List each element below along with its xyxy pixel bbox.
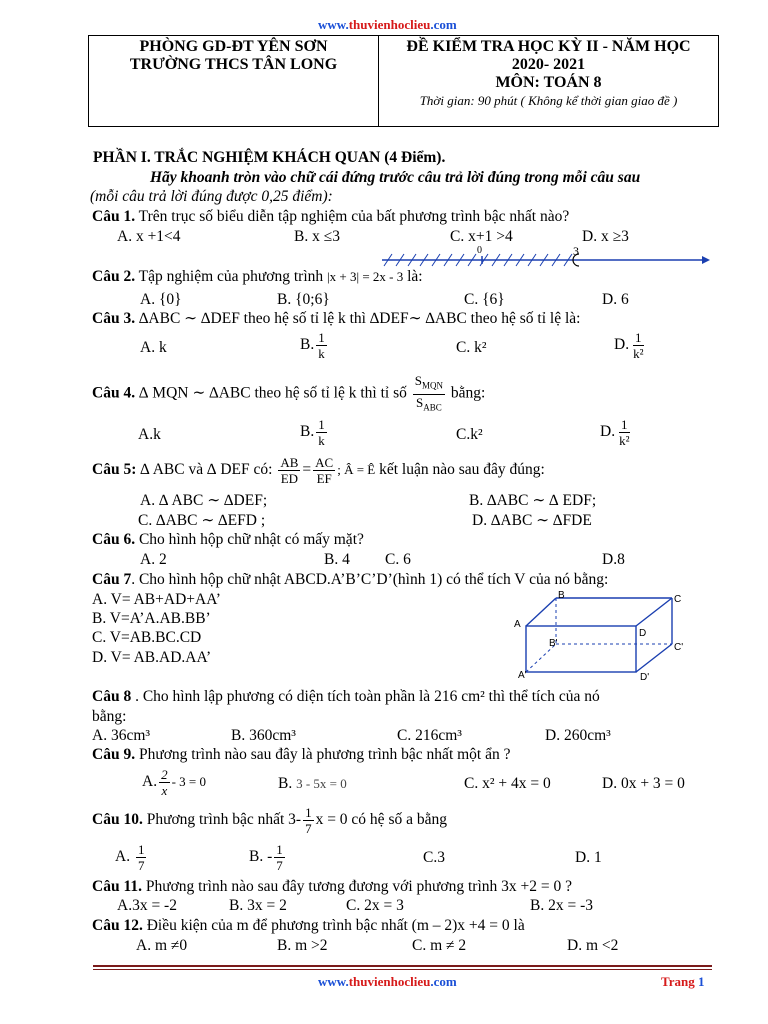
number-line-arrow-icon xyxy=(702,256,710,264)
q9-label: Câu 9. xyxy=(92,746,136,763)
q10-option-a[interactable]: A. $\frac{1}{7}$ xyxy=(115,842,145,873)
q5-option-d[interactable]: D. ∆ABC ∼ ∆FDE xyxy=(472,512,592,529)
q1-label: Câu 1. xyxy=(92,208,136,225)
q1-option-d[interactable]: D. x ≥3 xyxy=(582,228,629,245)
vertex-b-prime: B' xyxy=(549,638,558,649)
q7-box-figure xyxy=(512,586,692,682)
q1-option-b[interactable]: B. x ≤3 xyxy=(294,228,340,245)
q12-option-d[interactable]: D. m <2 xyxy=(567,937,619,954)
q8-option-b[interactable]: B. 360cm³ xyxy=(231,727,296,744)
vertex-c-prime: C' xyxy=(674,642,684,653)
site-url-top[interactable] xyxy=(318,17,457,33)
footer-rule-bottom xyxy=(93,969,712,970)
q10-option-b[interactable]: B. - $\frac{1}{7}$ xyxy=(249,842,283,873)
q1-option-c[interactable]: C. x+1 >4 xyxy=(450,228,513,245)
q3-label: Câu 3. xyxy=(92,310,136,327)
q7-label: Câu 7 xyxy=(92,571,132,588)
q3-option-a[interactable]: A. k xyxy=(140,339,167,356)
q5-tail: kết luận nào sau đây đúng: xyxy=(375,461,545,479)
q1-number-line xyxy=(380,243,710,271)
q7-option-a[interactable]: A. V= AB+AD+AA’ xyxy=(92,591,221,608)
q5-option-c[interactable]: C. ∆ABC ∼ ∆EFD ; xyxy=(138,512,266,529)
page-number xyxy=(661,974,704,990)
header-school-cell xyxy=(89,36,379,127)
q6-text: Cho hình hộp chữ nhật có mấy mặt? xyxy=(135,531,364,548)
q2-equation: |x + 3| = 2x - 3 xyxy=(327,269,404,284)
q5-condition: ; Â = Ê xyxy=(337,462,376,478)
q11-option-a[interactable]: A.3x = -2 xyxy=(117,897,177,914)
q12-option-b[interactable]: B. m >2 xyxy=(277,937,328,954)
q10-option-d[interactable]: D. 1 xyxy=(575,849,602,866)
q2-label: Câu 2. xyxy=(92,268,136,285)
site-name: thuvienhoclieu xyxy=(348,974,431,989)
q4-text: ∆ MQN ∼ ∆ABC theo hệ số tỉ lệ k thì tỉ số xyxy=(135,384,407,402)
q2-stem xyxy=(92,268,423,286)
part1-title: PHẦN I. TRẮC NGHIỆM KHÁCH QUAN (4 Điểm). xyxy=(93,149,446,166)
q3-option-d[interactable]: D. $\frac{1}{\text{k²}}$ xyxy=(614,330,644,361)
q11-text: Phương trình nào sau đây tương đương với phương trình 3x +2 = 0 ? xyxy=(141,878,572,895)
site-url-bottom[interactable] xyxy=(318,974,457,990)
q1-text: Trên trục số biểu diễn tập nghiệm của bất phương trình bậc nhất nào? xyxy=(135,208,570,225)
vertex-d: D xyxy=(639,628,647,639)
q6-stem xyxy=(92,531,364,549)
tick-label-three: 3 xyxy=(573,244,579,258)
vertex-a-prime: A' xyxy=(518,670,527,681)
q4-option-d[interactable]: D. $\frac{1}{\text{k²}}$ xyxy=(600,417,630,448)
q11-option-b[interactable]: B. 3x = 2 xyxy=(229,897,287,914)
q8-text: . Cho hình lập phương có diện tích toàn phần là 216 cm² thì thể tích của nó xyxy=(131,688,600,705)
q5-stem: Câu 5: ∆ ABC và ∆ DEF có: $\frac{AB}{ED}$ = $\frac{AC}{EF}$ ; Â = Ê kết luận nào sau đây đúng: xyxy=(92,455,545,486)
q12-stem xyxy=(92,917,525,935)
q3-stem xyxy=(92,310,580,328)
q11-option-c[interactable]: C. 2x = 3 xyxy=(346,897,404,914)
school-year: 2020- 2021 xyxy=(511,56,586,73)
q2-option-b[interactable]: B. {0;6} xyxy=(277,291,330,308)
subject: MÔN: TOÁN 8 xyxy=(495,74,602,91)
vertex-d-prime: D' xyxy=(640,672,650,682)
q4-option-a[interactable]: A.k xyxy=(138,426,161,443)
q7-option-c[interactable]: C. V=AB.BC.CD xyxy=(92,629,202,646)
q10-stem: Câu 10. Phương trình bậc nhất 3- $\frac{1}{7}$ x = 0 có hệ số a bằng xyxy=(92,805,447,836)
q2-option-a[interactable]: A. {0} xyxy=(140,291,182,308)
q2-option-c[interactable]: C. {6} xyxy=(464,291,505,308)
part1-scoring-note: (mỗi câu trả lời đúng được 0,25 điểm): xyxy=(90,188,333,205)
q11-label: Câu 11. xyxy=(92,878,142,895)
q9-option-b[interactable]: B. 3 - 5x = 0 xyxy=(278,775,347,792)
q3-text: ∆ABC ∼ ∆DEF theo hệ số tỉ lệ k thì ∆DEF∼ ∆ABC theo hệ số tỉ lệ là: xyxy=(135,310,581,327)
q7-text: . Cho hình hộp chữ nhật ABCD.A’B’C’D’(hình 1) có thể tích V của nó bằng: xyxy=(131,571,609,588)
site-www: www. xyxy=(318,974,349,989)
q6-option-a[interactable]: A. 2 xyxy=(140,551,167,568)
q11-option-d[interactable]: B. 2x = -3 xyxy=(530,897,593,914)
tick-label-zero: 0 xyxy=(477,245,482,256)
q5-option-a[interactable]: A. ∆ ABC ∼ ∆DEF; xyxy=(140,492,268,509)
q5-option-b[interactable]: B. ∆ABC ∼ ∆ EDF; xyxy=(469,492,597,509)
site-tld: .com xyxy=(430,974,457,989)
q4-label: Câu 4. xyxy=(92,384,136,402)
q6-option-c[interactable]: C. 6 xyxy=(385,551,411,568)
department-name: PHÒNG GD-ĐT YÊN SƠN xyxy=(139,38,328,55)
q12-label: Câu 12. xyxy=(92,917,143,934)
q6-option-d[interactable]: D.8 xyxy=(602,551,625,568)
q2-tail: là: xyxy=(403,268,423,285)
part1-instruction: Hãy khoanh tròn vào chữ cái đứng trước câu trả lời đúng trong mỗi câu sau xyxy=(150,169,641,186)
q5-label: Câu 5: xyxy=(92,461,137,479)
header-table xyxy=(88,35,719,127)
q8-label: Câu 8 xyxy=(92,688,132,705)
q7-option-d[interactable]: D. V= AB.AD.AA’ xyxy=(92,649,212,666)
footer-rule-top xyxy=(93,965,712,967)
q9-option-d[interactable]: D. 0x + 3 = 0 xyxy=(602,775,685,792)
q5-text: ∆ ABC và ∆ DEF có: xyxy=(136,461,273,479)
site-tld: .com xyxy=(430,17,457,32)
q6-option-b[interactable]: B. 4 xyxy=(324,551,350,568)
site-www: www. xyxy=(318,17,349,32)
header-exam-cell xyxy=(379,36,719,127)
q12-option-a[interactable]: A. m ≠0 xyxy=(136,937,188,954)
page-num: 1 xyxy=(697,974,705,989)
q10-text: Phương trình bậc nhất 3- xyxy=(142,811,302,829)
q9-option-c[interactable]: C. x² + 4x = 0 xyxy=(464,775,551,792)
q10-option-c[interactable]: C.3 xyxy=(423,849,445,866)
q12-option-c[interactable]: C. m ≠ 2 xyxy=(412,937,467,954)
q8-option-a[interactable]: A. 36cm³ xyxy=(92,727,151,744)
q10-label: Câu 10. xyxy=(92,811,143,829)
vertex-a: A xyxy=(514,619,521,630)
q4-option-c[interactable]: C.k² xyxy=(456,426,483,443)
q2-text: Tập nghiệm của phương trình xyxy=(135,268,324,285)
box-front-face xyxy=(526,626,636,672)
q1-option-a[interactable]: A. x +1<4 xyxy=(117,228,181,245)
q11-stem xyxy=(92,878,572,896)
q4-option-b[interactable]: B. $\frac{1}{k}$ xyxy=(300,417,325,448)
q4-ratio: $\frac{S_{MQN}}{S_{ABC}}$ xyxy=(414,373,443,413)
q2-option-d[interactable]: D. 6 xyxy=(602,291,629,308)
q8-stem xyxy=(92,688,600,706)
q9-option-a[interactable]: A. $\frac{2}{x}$ - 3 = 0 xyxy=(142,767,206,798)
q9-stem xyxy=(92,746,511,764)
q3-option-c[interactable]: C. k² xyxy=(456,339,487,356)
q6-label: Câu 6. xyxy=(92,531,136,548)
q4-tail: bằng: xyxy=(450,384,486,402)
exam-duration: Thời gian: 90 phút ( Không kể thời gian giao đề ) xyxy=(419,93,678,108)
page-label: Trang xyxy=(661,974,695,989)
school-name: TRƯỜNG THCS TÂN LONG xyxy=(129,56,338,73)
q8-text-cont: bằng: xyxy=(92,708,127,725)
q12-text: Điều kiện của m để phương trình bậc nhất (m – 2)x +4 = 0 là xyxy=(142,917,525,934)
q10-tail: x = 0 có hệ số a bằng xyxy=(315,811,447,829)
q7-option-b[interactable]: B. V=A’A.AB.BB’ xyxy=(92,610,211,627)
q4-stem xyxy=(92,373,485,415)
q9-text: Phương trình nào sau đây là phương trình bậc nhất một ẩn ? xyxy=(135,746,511,763)
q1-stem xyxy=(92,208,569,226)
q8-option-d[interactable]: D. 260cm³ xyxy=(545,727,611,744)
vertex-b: B xyxy=(558,590,565,601)
q3-option-b[interactable]: B. $\frac{1}{k}$ xyxy=(300,330,325,361)
vertex-c: C xyxy=(674,594,682,605)
site-name: thuvienhoclieu xyxy=(348,17,431,32)
q8-option-c[interactable]: C. 216cm³ xyxy=(397,727,462,744)
exam-title: ĐỀ KIỂM TRA HỌC KỲ II - NĂM HỌC xyxy=(406,38,691,55)
